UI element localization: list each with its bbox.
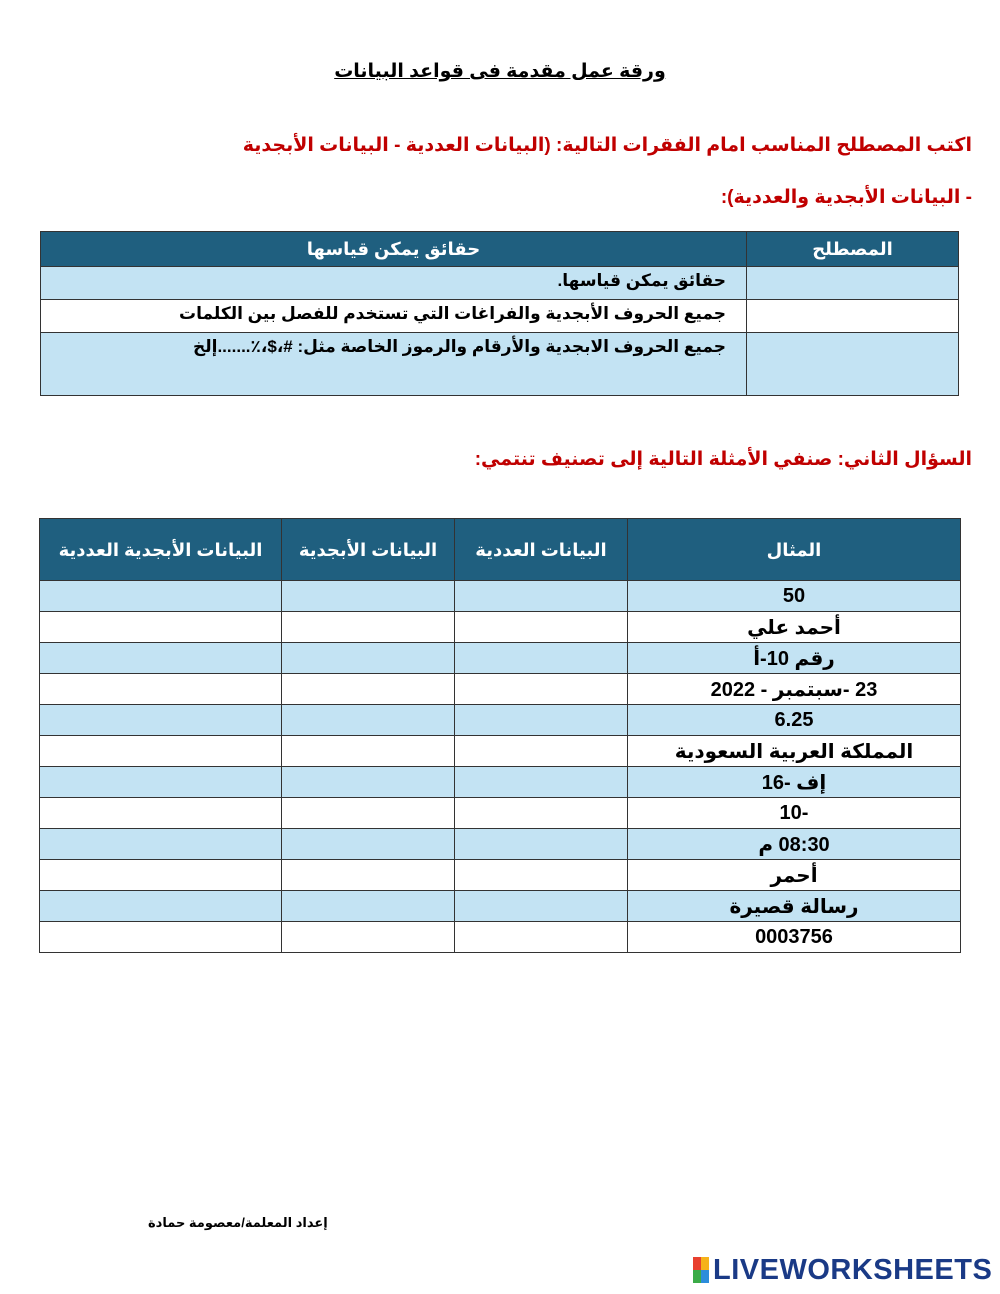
header-alphanumeric: البيانات الأبجدية العددية: [40, 519, 282, 581]
alphanumeric-answer-cell[interactable]: [40, 860, 282, 891]
alphabetic-answer-cell[interactable]: [282, 736, 455, 767]
question-1: اكتب المصطلح المناسب امام الفقرات التالية: (البيانات العددية - البيانات الأبجدية - البيانات الأبجدية والعددية):: [242, 135, 972, 208]
description-cell: جميع الحروف الابجدية والأرقام والرموز الخاصة مثل: #،$،٪.......إلخ: [41, 333, 747, 396]
example-cell: 23 -سبتمبر - 2022: [628, 674, 961, 705]
alphabetic-answer-cell[interactable]: [282, 674, 455, 705]
alphanumeric-answer-cell[interactable]: [40, 736, 282, 767]
alphabetic-answer-cell[interactable]: [282, 705, 455, 736]
alphabetic-answer-cell[interactable]: [282, 643, 455, 674]
author-credit: إعداد المعلمة/معصومة حمادة: [148, 1215, 328, 1230]
table-row: [41, 333, 959, 396]
header-numeric: البيانات العددية: [455, 519, 628, 581]
liveworksheets-logo: [693, 1253, 992, 1287]
header-term: المصطلح: [747, 232, 959, 267]
numeric-answer-cell[interactable]: [455, 581, 628, 612]
table-row: [40, 767, 961, 798]
example-cell: رقم 10-أ: [628, 643, 961, 674]
example-cell: -10: [628, 798, 961, 829]
example-cell: رسالة قصيرة: [628, 891, 961, 922]
description-cell: حقائق يمكن قياسها.: [41, 267, 747, 300]
example-cell: 08:30 م: [628, 829, 961, 860]
header-alphabetic: البيانات الأبجدية: [282, 519, 455, 581]
table-row: [40, 674, 961, 705]
alphabetic-answer-cell[interactable]: [282, 891, 455, 922]
numeric-answer-cell[interactable]: [455, 736, 628, 767]
example-cell: 50: [628, 581, 961, 612]
alphanumeric-answer-cell[interactable]: [40, 581, 282, 612]
example-cell: المملكة العربية السعودية: [628, 736, 961, 767]
alphabetic-answer-cell[interactable]: [282, 860, 455, 891]
table-row: [40, 891, 961, 922]
numeric-answer-cell[interactable]: [455, 767, 628, 798]
example-cell: 0003756: [628, 922, 961, 953]
alphabetic-answer-cell[interactable]: [282, 767, 455, 798]
alphanumeric-answer-cell[interactable]: [40, 705, 282, 736]
example-cell: 6.25: [628, 705, 961, 736]
terms-table: [40, 231, 959, 396]
alphabetic-answer-cell[interactable]: [282, 612, 455, 643]
classify-table: [39, 518, 961, 953]
example-cell: أحمر: [628, 860, 961, 891]
header-example: المثال: [628, 519, 961, 581]
table-row: [40, 612, 961, 643]
logo-icon: [693, 1257, 709, 1283]
description-cell: جميع الحروف الأبجدية والفراغات التي تستخدم للفصل بين الكلمات: [41, 300, 747, 333]
example-cell: إف -16: [628, 767, 961, 798]
page-title: ورقة عمل مقدمة فى قواعد البيانات: [334, 61, 666, 82]
terms-table-header: [41, 232, 959, 267]
numeric-answer-cell[interactable]: [455, 922, 628, 953]
term-answer-cell[interactable]: [747, 267, 959, 300]
table-row: [40, 705, 961, 736]
alphanumeric-answer-cell[interactable]: [40, 767, 282, 798]
alphanumeric-answer-cell[interactable]: [40, 643, 282, 674]
alphanumeric-answer-cell[interactable]: [40, 612, 282, 643]
table-row: [40, 798, 961, 829]
numeric-answer-cell[interactable]: [455, 829, 628, 860]
alphabetic-answer-cell[interactable]: [282, 922, 455, 953]
numeric-answer-cell[interactable]: [455, 860, 628, 891]
table-row: [41, 300, 959, 333]
header-description: حقائق يمكن قياسها: [41, 232, 747, 267]
table-row: [40, 643, 961, 674]
alphanumeric-answer-cell[interactable]: [40, 674, 282, 705]
alphanumeric-answer-cell[interactable]: [40, 922, 282, 953]
table-row: [40, 829, 961, 860]
term-answer-cell[interactable]: [747, 333, 959, 396]
alphanumeric-answer-cell[interactable]: [40, 891, 282, 922]
alphabetic-answer-cell[interactable]: [282, 581, 455, 612]
numeric-answer-cell[interactable]: [455, 674, 628, 705]
numeric-answer-cell[interactable]: [455, 891, 628, 922]
table-row: [40, 860, 961, 891]
question-2: السؤال الثاني: صنفي الأمثلة التالية إلى تصنيف تنتمي:: [474, 449, 972, 470]
table-row: [41, 267, 959, 300]
table-row: [40, 736, 961, 767]
numeric-answer-cell[interactable]: [455, 612, 628, 643]
alphabetic-answer-cell[interactable]: [282, 829, 455, 860]
table-row: [40, 581, 961, 612]
logo-text: LIVEWORKSHEETS: [713, 1253, 993, 1286]
alphabetic-answer-cell[interactable]: [282, 798, 455, 829]
alphanumeric-answer-cell[interactable]: [40, 798, 282, 829]
example-cell: أحمد علي: [628, 612, 961, 643]
numeric-answer-cell[interactable]: [455, 705, 628, 736]
term-answer-cell[interactable]: [747, 300, 959, 333]
numeric-answer-cell[interactable]: [455, 643, 628, 674]
classify-table-header: [40, 519, 961, 581]
alphanumeric-answer-cell[interactable]: [40, 829, 282, 860]
table-row: [40, 922, 961, 953]
numeric-answer-cell[interactable]: [455, 798, 628, 829]
